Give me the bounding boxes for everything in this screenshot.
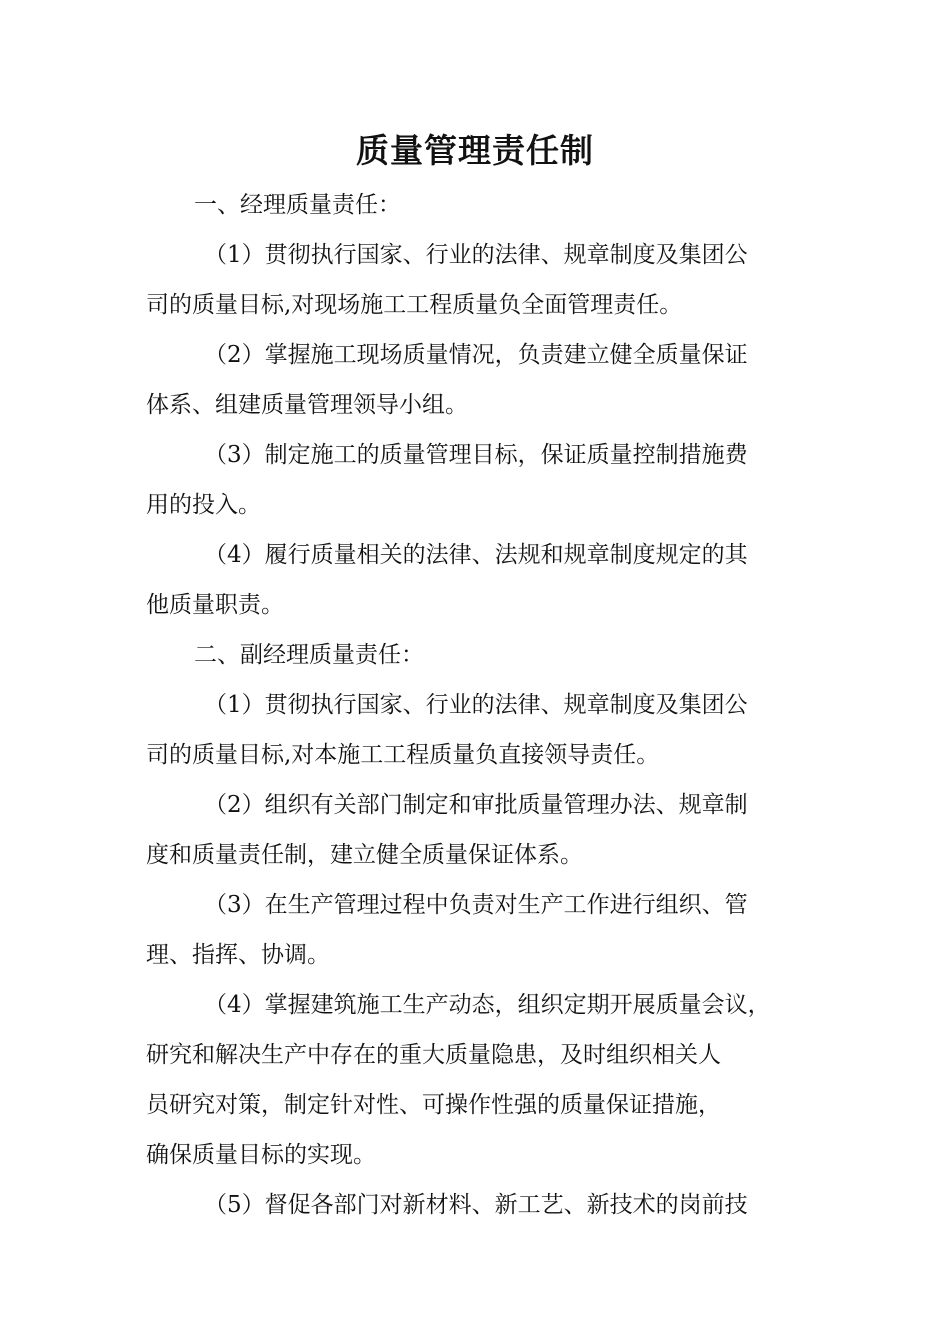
section-heading-text: 二、副经理质量责任： [194,642,424,668]
paragraph [146,780,810,880]
paragraph [146,1180,810,1230]
paragraph [146,530,810,630]
paragraph-line: 理、指挥、协调。 [146,942,330,968]
paragraph-line: （4）掌握建筑施工生产动态，组织定期开展质量会议， [204,992,771,1018]
paragraph-line: （2）掌握施工现场质量情况，负责建立健全质量保证 [204,342,748,368]
paragraph-line: 体系、组建质量管理领导小组。 [146,392,468,418]
paragraph-line: 研究和解决生产中存在的重大质量隐患，及时组织相关人 [146,1042,721,1068]
document-title: 质量管理责任制 [356,131,594,170]
paragraph [146,230,810,330]
paragraph-line: （5）督促各部门对新材料、新工艺、新技术的岗前技 [204,1192,748,1218]
paragraph [146,880,810,980]
paragraph-line: （1）贯彻执行国家、行业的法律、规章制度及集团公 [204,692,748,718]
section-heading [146,630,810,680]
paragraph-line: （3）制定施工的质量管理目标，保证质量控制措施费 [204,442,748,468]
paragraph-line: 用的投入。 [146,492,261,518]
paragraph [146,330,810,430]
document-body [146,180,810,1230]
paragraph [146,680,810,780]
section-heading [146,180,810,230]
paragraph [146,980,810,1180]
paragraph-line: 司的质量目标,对现场施工工程质量负全面管理责任。 [146,292,683,318]
section-heading-text: 一、经理质量责任： [194,192,401,218]
paragraph-line: 员研究对策，制定针对性、可操作性强的质量保证措施， [146,1092,721,1118]
paragraph-line: 确保质量目标的实现。 [146,1142,376,1168]
paragraph-line: 他质量职责。 [146,592,284,618]
paragraph-line: （1）贯彻执行国家、行业的法律、规章制度及集团公 [204,242,748,268]
paragraph [146,430,810,530]
paragraph-line: 司的质量目标,对本施工工程质量负直接领导责任。 [146,742,660,768]
paragraph-line: 度和质量责任制，建立健全质量保证体系。 [146,842,583,868]
paragraph-line: （2）组织有关部门制定和审批质量管理办法、规章制 [204,792,748,818]
paragraph-line: （4）履行质量相关的法律、法规和规章制度规定的其 [204,542,748,568]
paragraph-line: （3）在生产管理过程中负责对生产工作进行组织、管 [204,892,748,918]
